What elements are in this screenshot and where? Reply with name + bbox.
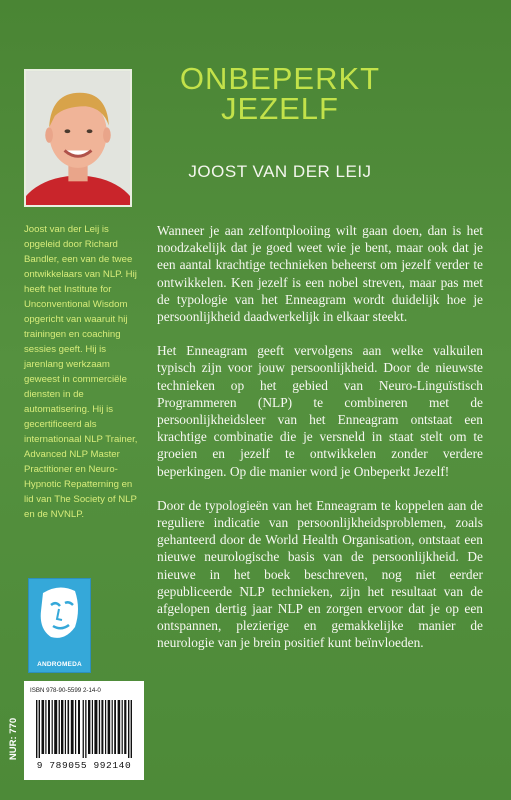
blurb-paragraph: Door de typologieën van het Enneagram te koppelen aan de reguliere indicatie van persoonlijkheidsproblemen, zoals gehanteerd door de World Health Organisation, ontstaat een nieuwe neurologische basis van de persoonlijkheid. De nieuwe in het boek beschreven, nog niet eerder gepubliceerde NLP technieken, zijn het resultaat van de afgelopen dertig jaar NLP en zorgen ervoor dat je op een ontspannen, plezierige en gemakkelijke manier de neurologie van je brein positief kunt beïnvloeden. [157,497,483,651]
isbn: ISBN 978-90-5599 2-14-0 [30,687,101,694]
blurb-paragraph: Wanneer je aan zelfontplooiing wilt gaan doen, dan is het noodzakelijk dat je goed weet wie je bent, maar ook dat je een aantal krachtige technieken beheerst om jezelf verder te ontwikkelen. Ken jezelf is een nobel streven, maar pas met de typologie van het Enneagram wordt duidelijk hoe je persoonlijkheid daadwerkelijk in elkaar steekt. [157,223,483,325]
book-title [150,61,410,126]
nur-label: NUR: 770 [8,717,19,761]
author-photo [24,69,132,207]
author-bio: Joost van der Leij is opgeleid door Richard Bandler, een van de twee ontwikkelaars van NLP. Hij heeft het Institute for Unconventional Wisdom opgericht van waaruit hij trainingen en coaching sessies geeft. Hij is jarenlang werkzaam geweest in commerciële diensten in de automatisering. Hij is gecertificeerd als internationaal NLP Trainer, Advanced NLP Master Practitioner en Neuro-Hypnotic Repatterning en lid van The Society of NLP en de NVNLP. [24,224,138,520]
barcode-bars [36,700,134,758]
mask-face-icon [29,579,90,651]
blurb [157,222,483,669]
publisher-logo [28,578,91,673]
author-name: JOOST VAN DER LEIJ [188,162,372,181]
title-line-1: ONBEPERKT [179,61,381,96]
author-portrait-image [26,71,130,205]
barcode-number: 9 789055 992140 [36,760,132,771]
nur-code [8,706,20,772]
title-line-2: JEZELF [221,91,339,126]
publisher-name: ANDROMEDA [37,661,82,668]
barcode [24,681,144,780]
blurb-paragraph: Het Enneagram geeft vervolgens aan welke valkuilen typisch zijn voor jouw persoonlijkheid. Door de nieuwste technieken op het gebied van Neuro-Linguïstisch Programmeren (NLP) te combineren met de persoonlijkheidsleer van het Enneagram ontstaat een krachtige combinatie die je versneld in staat stelt om te groeien en jezelf te ontwikkelen zonder verdere beperkingen. Op die manier word je Onbeperkt Jezelf! [157,343,483,479]
